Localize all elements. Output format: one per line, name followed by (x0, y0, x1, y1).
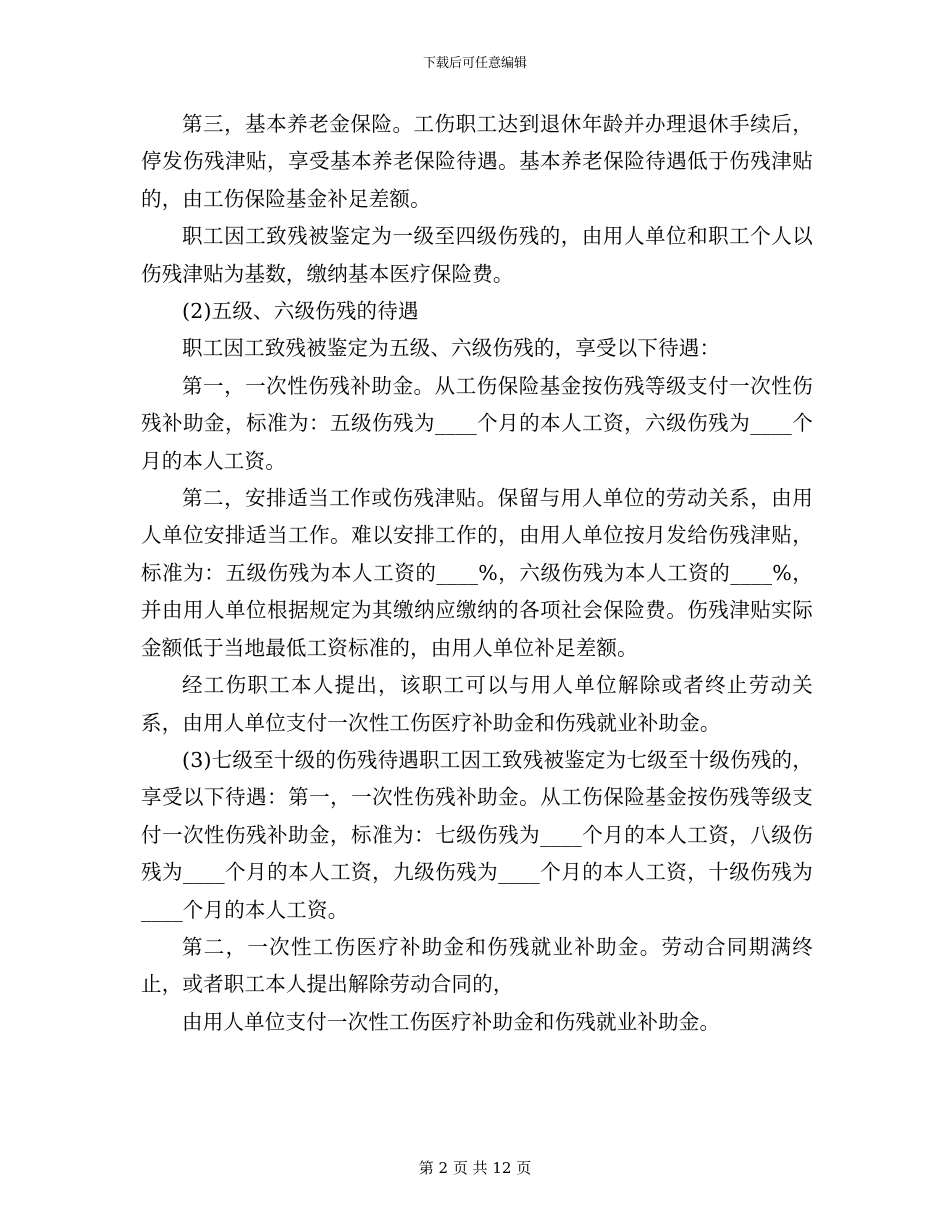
paragraph-level-7-10: (3)七级至十级的伤残待遇职工因工致残被鉴定为七级至十级伤残的，享受以下待遇：第一，一次性伤残补助金。从工伤保险基金按伤残等级支付一次性伤残补助金，标准为：七级伤残为____个月的本人工资，八级伤残为____个月的本人工资，九级伤残为____个月的本人工资，十级伤残为____个月的本人工资。 (141, 747, 813, 922)
paragraph-medical-subsidy: 第二，一次性工伤医疗补助金和伤残就业补助金。劳动合同期满终止，或者职工本人提出解除劳动合同的， (141, 934, 813, 997)
paragraph-pension: 第三，基本养老金保险。工伤职工达到退休年龄并办理退休手续后，停发伤残津贴，享受基本养老保险待遇。基本养老保险待遇低于伤残津贴的，由工伤保险基金补足差额。 (141, 112, 813, 211)
paragraph-one-time-subsidy: 第一，一次性伤残补助金。从工伤保险基金按伤残等级支付一次性伤残补助金，标准为：五级伤残为____个月的本人工资，六级伤残为____个月的本人工资。 (141, 373, 813, 473)
paragraph-employer-payment: 由用人单位支付一次性工伤医疗补助金和伤残就业补助金。 (182, 1009, 721, 1034)
paragraph-medical-insurance: 职工因工致残被鉴定为一级至四级伤残的，由用人单位和职工个人以伤残津贴为基数，缴纳基本医疗保险费。 (141, 224, 813, 286)
document-body (141, 106, 813, 1041)
page-header: 下载后可任意编辑 (422, 56, 527, 71)
section-heading-level-5-6: (2)五级、六级伤残的待遇 (182, 299, 419, 324)
paragraph-work-allowance: 第二，安排适当工作或伤残津贴。保留与用人单位的劳动关系，由用人单位安排适当工作。难以安排工作的，由用人单位按月发给伤残津贴，标准为：五级伤残为本人工资的____%，六级伤残为本人工资的____%，并由用人单位根据规定为其缴纳应缴纳的各项社会保险费。伤残津贴实际金额低于当地最低工资标准的，由用人单位补足差额。 (141, 486, 813, 660)
paragraph-termination: 经工伤职工本人提出，该职工可以与用人单位解除或者终止劳动关系，由用人单位支付一次性工伤医疗补助金和伤残就业补助金。 (141, 673, 813, 735)
paragraph-level-5-6-intro: 职工因工致残被鉴定为五级、六级伤残的，享受以下待遇： (182, 336, 721, 361)
page-footer: 第 2 页 共 12 页 (418, 1159, 532, 1177)
